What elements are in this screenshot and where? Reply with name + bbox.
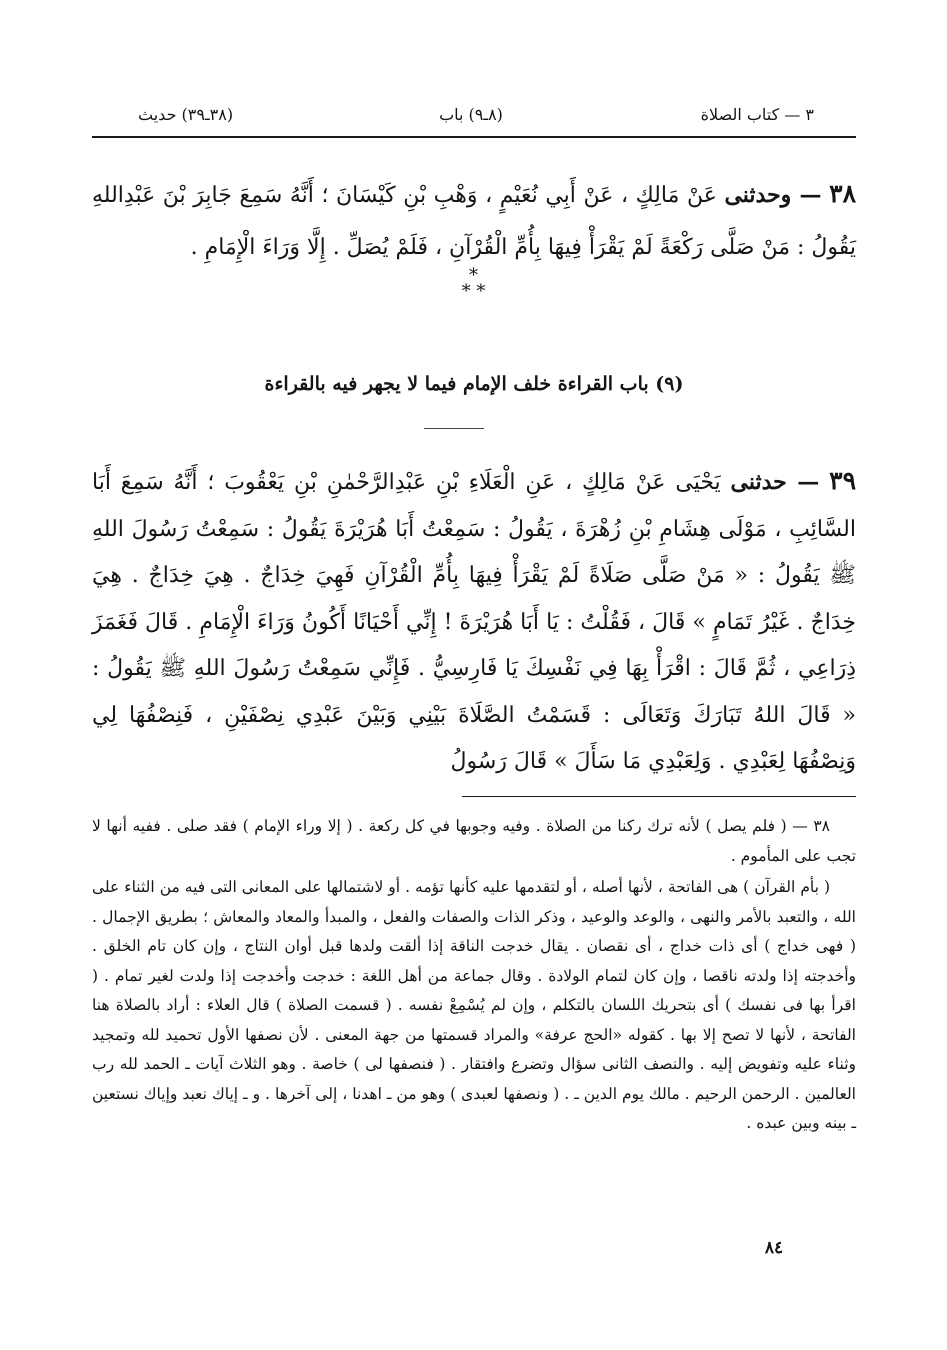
footnote-38: ٣٨ — ( فلم يصل ) لأنه ترك ركنا من الصلاة . وفيه وجوبها في كل ركعة . ( إلا وراء الإمام ) فقد صلى . ففيه أنها لا تجب على المأموم . [92,817,856,865]
running-header [128,98,814,132]
hadith-39-number: ٣٩ [829,466,857,495]
asterism-top: * [469,265,478,286]
chapter-divider [424,428,484,429]
footnote-explanation: ( بأم القرآن ) هى الفاتحة ، لأنها أصله ، أو لتقدمها عليه كأنها تؤمه . أو لاشتمالها على المعانى التى فيه من الثناء على الله ، والتعبد بالأمر والنهى ، والوعد والوعيد ، وذكر الذات والصفات والفعل ، والمبدأ والمعاد والمعاش ؛ بطريق الإجمال . ( فهى خداج ) أى ذات خداج ، أى نقصان . يقال خدجت الناقة إذا ألقت ولدها قبل أوان النتاج ، وإن كان تام الخلق . وأخدجته إذا ولدته ناقصا ، وإن كان لتمام الولادة . وقال جماعة من أهل اللغة : خدجت وأخدجت إذا ولدت لغير تمام . ( اقرأ بها فى نفسك ) أى بتحريك اللسان بالتكلم ، وإن لم يُسْمِعْ نفسه . ( قسمت الصلاة ) قال العلاء : أراد بالصلاة هنا الفاتحة ، لأنها لا تصح إلا بها . كقوله «الحج عرفة» والمراد قسمتها من جهة المعنى . لأن نصفها الأول تحميد لله وتمجيد وثناء عليه وتفويض إليه . والنصف الثانى سؤال وتضرع وافتقار . ( فنصفها لى ) خاصة . وهو الثلاث آيات ـ الحمد لله رب العالمين . الرحمن الرحيم . مالك يوم الدين ـ . ( ونصفها لعبدى ) وهو من ـ اهدنا ، إلى آخرها . و ـ إياك نعبد وإياك نستعين ـ بينه وبين عبده . [92,878,856,1132]
header-book-title: ٣ — كتاب الصلاة [700,105,814,124]
chapter-title: (٩) باب القراءة خلف الإمام فيما لا يجهر فيه بالقراءة [264,373,684,395]
header-chapter-range: (٨ـ٩) باب [439,105,503,124]
asterism-separator [0,265,947,302]
hadith-38-paragraph [92,168,856,274]
hadith-39-opening: — حدثنى [730,469,820,495]
hadith-38-opening: — وحدثنى [724,182,822,208]
hadith-39-text: يَحْيَى عَنْ مَالِكٍ ، عَنِ الْعَلَاءِ بْنِ عَبْدِالرَّحْمٰنِ بْنِ يَعْقُوبَ ؛ أَنَّهُ سَمِعَ أَبَا السَّائِبِ ، مَوْلَى هِشَامِ بْنِ زُهْرَةَ ، يَقُولُ : سَمِعْتُ أَبَا هُرَيْرَةَ يَقُولُ : سَمِعْتُ رَسُولَ اللهِ ﷺ يَقُولُ : « مَنْ صَلَّى صَلَاةً لَمْ يَقْرَأْ فِيهَا بِأُمِّ الْقُرْآنِ فَهِيَ خِدَاجٌ . هِيَ خِدَاجٌ . هِيَ خِدَاجٌ . غَيْرُ تَمَامٍ » قَالَ ، فَقُلْتُ : يَا أَبَا هُرَيْرَةَ ! إِنِّي أَحْيَانًا أَكُونُ وَرَاءَ الْإِمَامِ . قَالَ فَغَمَزَ ذِرَاعِي ، ثُمَّ قَالَ : اقْرَأْ بِهَا فِي نَفْسِكَ يَا فَارِسِيُّ . فَإِنِّي سَمِعْتُ رَسُولَ اللهِ ﷺ يَقُولُ : « قَالَ اللهُ تَبَارَكَ وَتَعَالَى : قَسَمْتُ الصَّلَاةَ بَيْنِي وَبَيْنَ عَبْدِي نِصْفَيْنِ ، فَنِصْفُهَا لِي وَنِصْفُهَا لِعَبْدِي . وَلِعَبْدِي مَا سَأَلَ » قَالَ رَسُولُ [92,470,856,774]
hadith-39 [92,458,856,786]
page-number: ٨٤ [764,1238,784,1258]
hadith-38-number: ٣٨ [829,179,857,208]
header-hadith-range: (٣٨ـ٣٩) حديث [138,105,234,124]
hadith-38-text: عَنْ مَالِكٍ ، عَنْ أَبِي نُعَيْمٍ ، وَهْبِ بْنِ كَيْسَانَ ؛ أَنَّهُ سَمِعَ جَابِرَ بْنَ عَبْدِاللهِ يَقُولُ : مَنْ صَلَّى رَكْعَةً لَمْ يَقْرَأْ فِيهَا بِأُمِّ الْقُرْآنِ ، فَلَمْ يُصَلِّ . إِلَّا وَرَاءَ الْإِمَامِ . [92,183,856,260]
footnotes [92,812,856,1139]
hadith-38 [92,168,856,274]
footnote-rule [462,796,856,797]
hadith-39-paragraph [92,458,856,786]
header-rule [92,136,856,138]
asterism-bottom: * * [461,281,486,302]
